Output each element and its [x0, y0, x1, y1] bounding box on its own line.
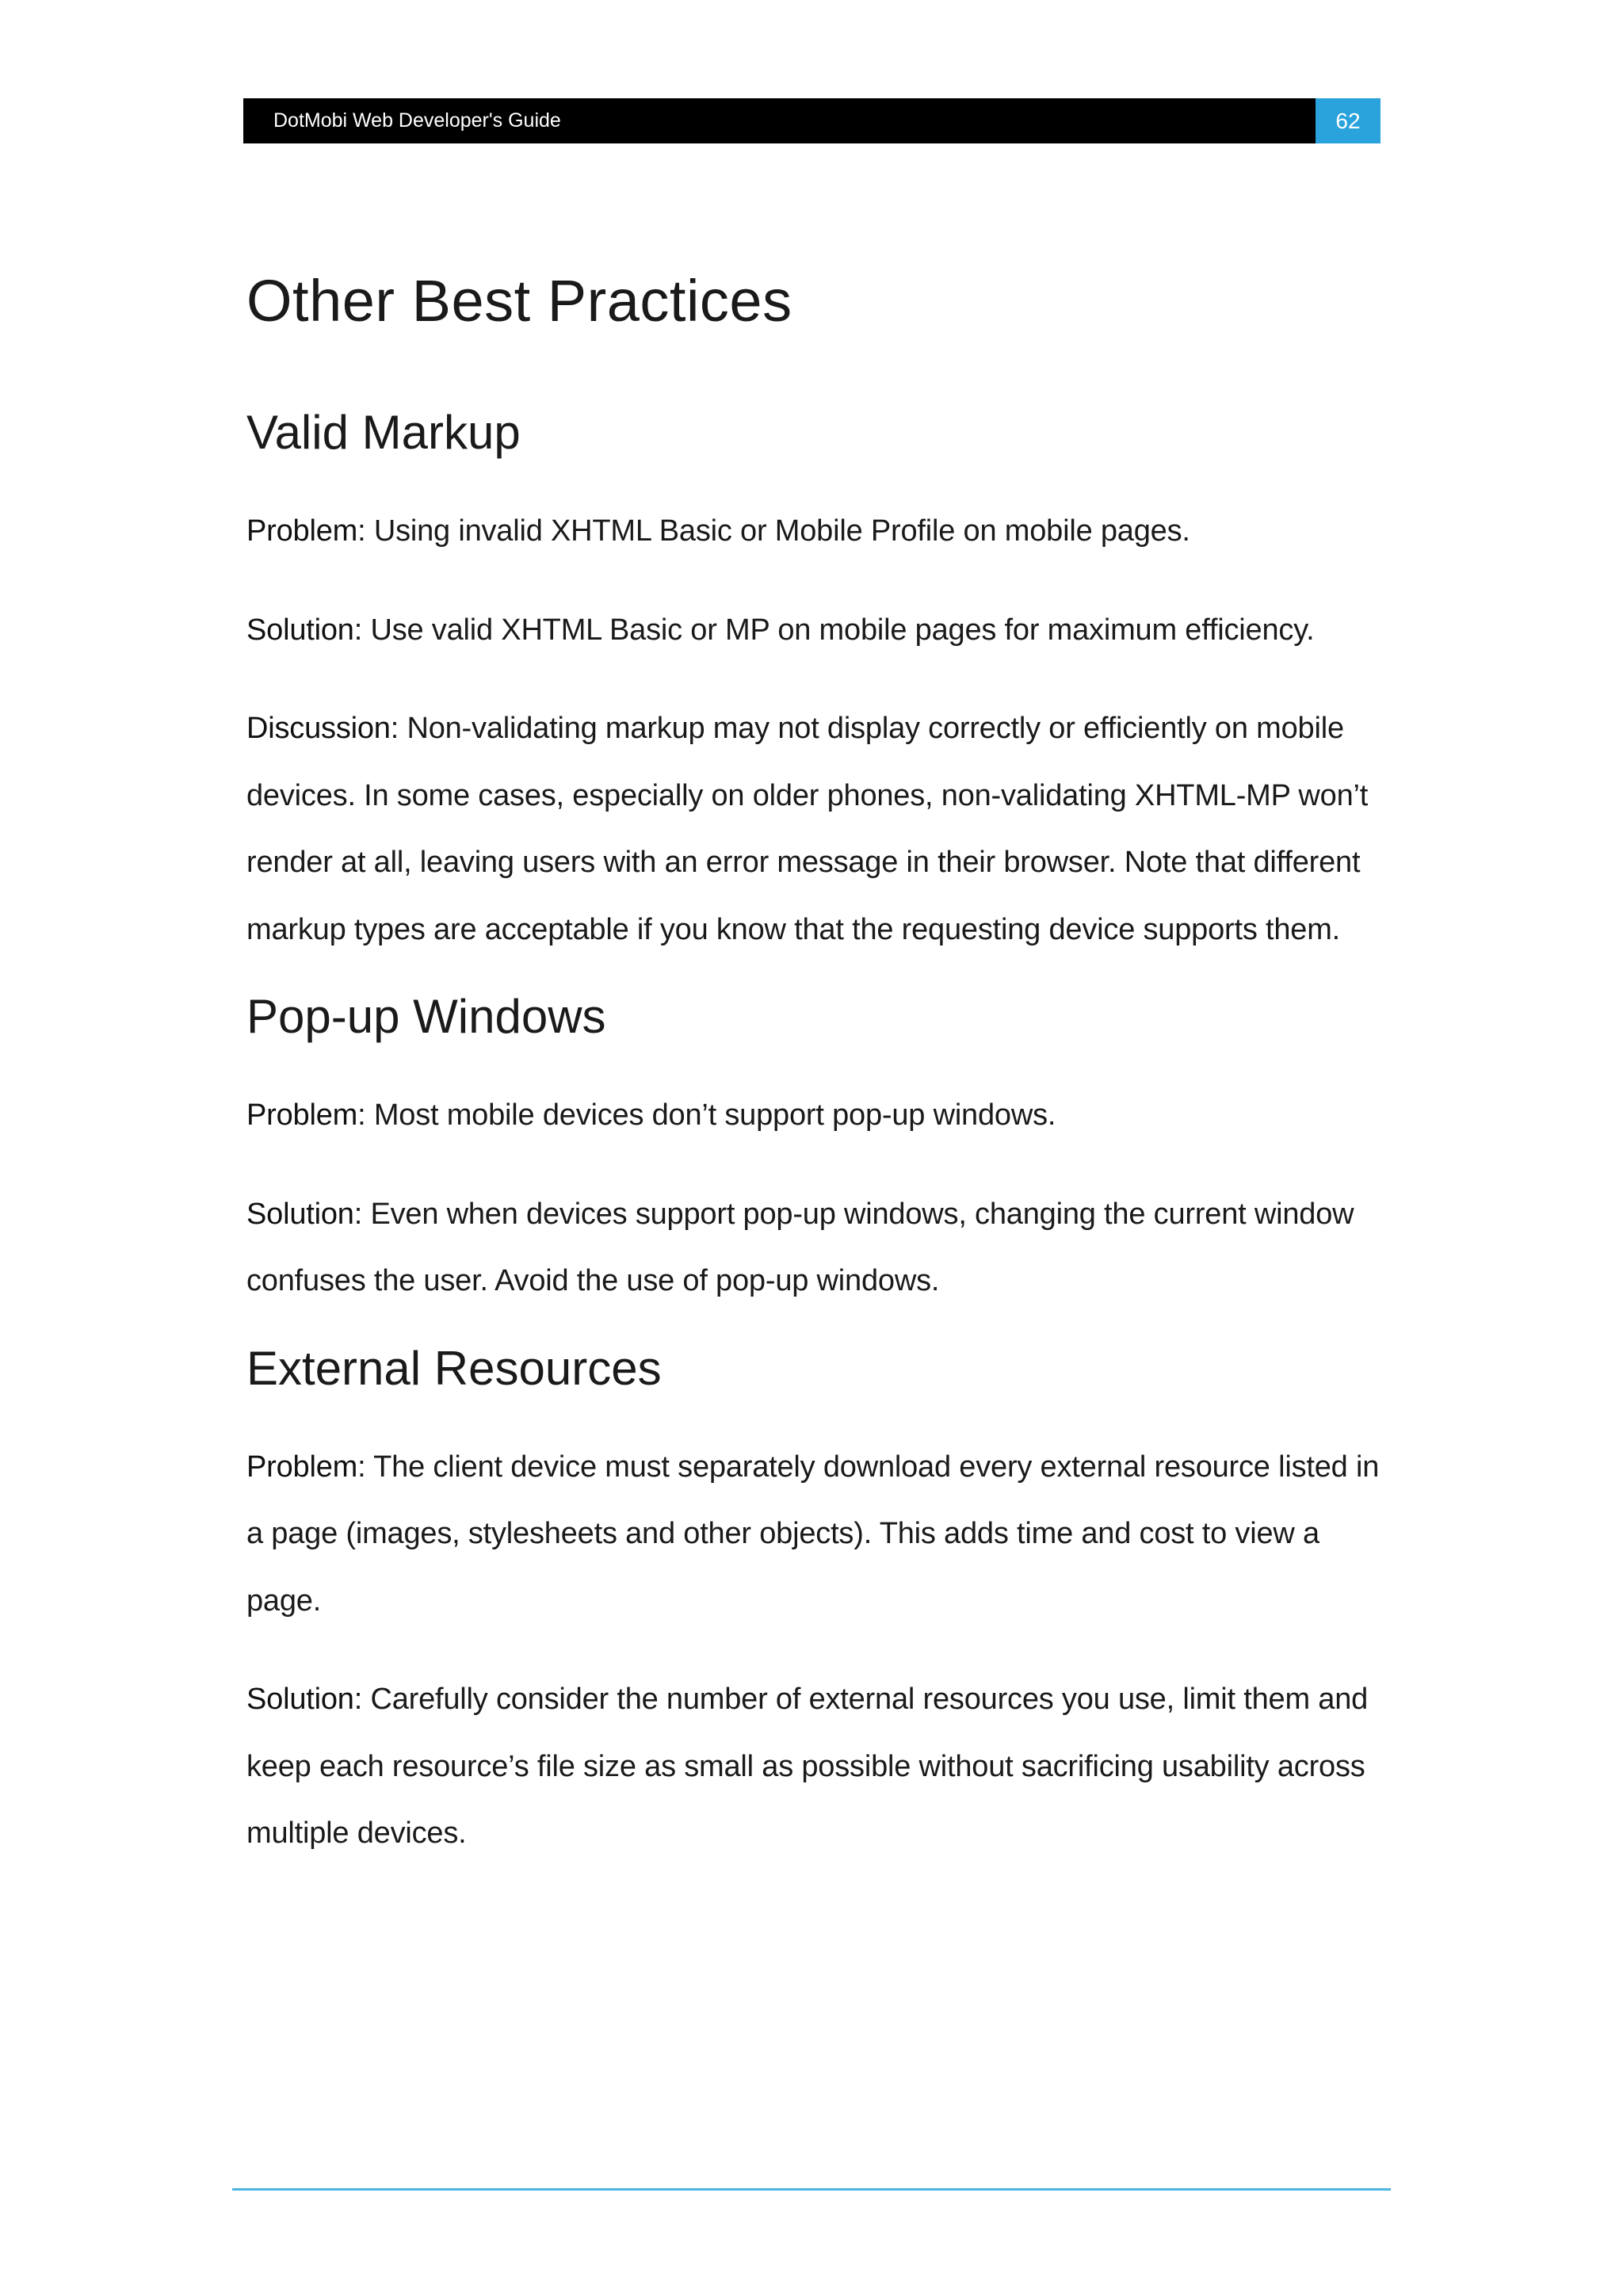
paragraph-text: : Use valid XHTML Basic or MP on mobile pages for maximum efficiency. — [353, 613, 1315, 647]
paragraph-text: : The client device must separately download every external resource listed in a page (images, stylesheets and other objects). This adds time and cost to view a page. — [246, 1450, 1380, 1618]
valid-markup-problem — [246, 498, 1392, 565]
external-resources-problem — [246, 1434, 1392, 1635]
term-label: Problem — [246, 1450, 358, 1484]
paragraph-text: : Non-validating markup may not display correctly or efficiently on mobile devices. In some cases, especially on older phones, non-validating XHTML-MP won’t render at all, leaving users with an error message in their browser. Note that different markup types are acceptable if you know that the requesting device supports them. — [246, 712, 1369, 946]
section-heading-popup-windows: Pop-up Windows — [246, 990, 606, 1043]
page-title: Other Best Practices — [246, 268, 792, 334]
term-label: Solution — [246, 613, 354, 647]
paragraph-text: : Carefully consider the number of external resources you use, limit them and keep each resource’s file size as small as possible without sacrificing usability across multiple devices. — [246, 1683, 1369, 1850]
page-content — [246, 254, 1392, 1867]
term-label: Problem — [246, 1098, 358, 1132]
section-heading-external-resources: External Resources — [246, 1341, 662, 1395]
term-label: Solution — [246, 1683, 354, 1716]
external-resources-solution — [246, 1666, 1392, 1867]
valid-markup-solution — [246, 597, 1392, 664]
page-number: 62 — [1316, 98, 1381, 143]
paragraph-text: : Most mobile devices don’t support pop-up windows. — [357, 1098, 1056, 1132]
running-header — [243, 98, 1381, 143]
footer-rule — [232, 2188, 1391, 2191]
paragraph-text: : Using invalid XHTML Basic or Mobile Profile on mobile pages. — [357, 514, 1190, 548]
section-heading-valid-markup: Valid Markup — [246, 406, 521, 459]
running-header-title: DotMobi Web Developer's Guide — [273, 109, 561, 132]
popup-windows-solution — [246, 1181, 1392, 1315]
term-label: Discussion — [246, 712, 391, 745]
term-label: Problem — [246, 514, 358, 548]
term-label: Solution — [246, 1197, 354, 1231]
paragraph-text: : Even when devices support pop-up windows, changing the current window confuses the user. Avoid the use of pop-up windows. — [246, 1197, 1354, 1297]
valid-markup-discussion — [246, 695, 1392, 963]
popup-windows-problem — [246, 1082, 1392, 1149]
